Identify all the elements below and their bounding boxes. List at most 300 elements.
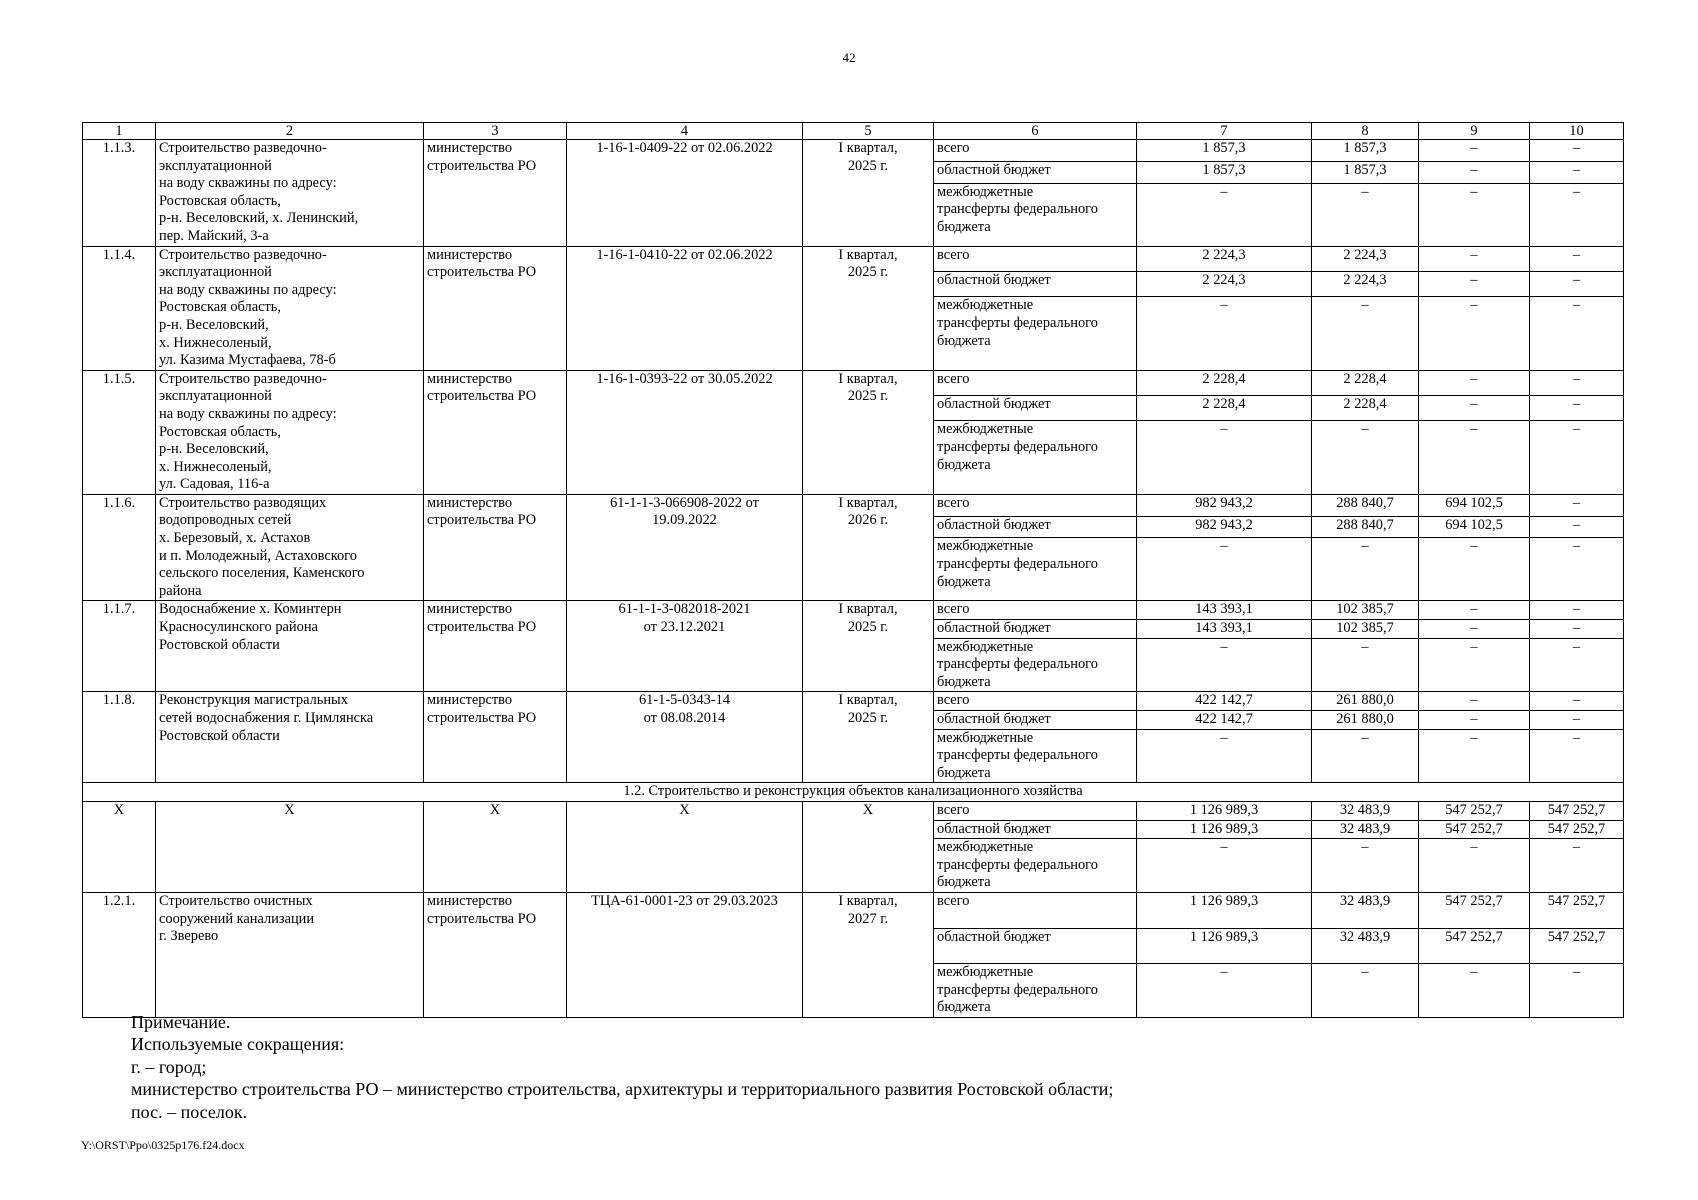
design-document — [567, 246, 803, 370]
cell-line: областной бюджет — [937, 820, 1051, 837]
cell-line: Красносулинского района — [159, 619, 318, 636]
amount-cell: – — [1312, 421, 1419, 494]
amount-cell: 32 483,9 — [1312, 820, 1419, 839]
cell-line: трансферты федерального — [937, 747, 1098, 764]
responsible-agency — [424, 370, 567, 494]
cell-line: Ростовская область, — [159, 423, 281, 440]
cell-line: Строительство очистных — [159, 892, 313, 909]
cell-line: всего — [937, 801, 970, 818]
section-title: 1.2. Строительство и реконструкция объектов канализационного хозяйства — [83, 783, 1624, 802]
cell-line: 2026 г. — [847, 512, 889, 529]
funding-source-label — [934, 601, 1137, 620]
cell-line: строительства РО — [427, 710, 537, 726]
cell-line: сооружений канализации — [159, 910, 315, 927]
amount-cell: – — [1137, 729, 1312, 783]
note-line: министерство строительства РО – министерство строительства, архитектуры и территориального развития Ростовской области; — [131, 1079, 1114, 1100]
cell-line: областной бюджет — [937, 620, 1051, 637]
column-number: 2 — [156, 123, 424, 140]
cell-line: и п. Молодежный, Астаховского — [159, 547, 357, 564]
amount-cell: 547 252,7 — [1419, 928, 1530, 963]
cell-line: строительства РО — [427, 619, 537, 636]
amount-cell: – — [1419, 140, 1530, 162]
amount-cell: 2 228,4 — [1312, 396, 1419, 421]
amount-cell: 2 224,3 — [1312, 246, 1419, 271]
cell-line: эксплуатационной — [159, 264, 272, 281]
cell-line: министерство — [427, 692, 513, 709]
funding-source-label — [934, 963, 1137, 1017]
table-row — [83, 140, 1624, 162]
column-number: 9 — [1419, 123, 1530, 140]
cell-line: трансферты федерального — [937, 314, 1098, 331]
design-document — [567, 892, 803, 1017]
commissioning-term — [803, 692, 934, 783]
amount-cell: 2 224,3 — [1137, 271, 1312, 296]
object-name — [156, 140, 424, 247]
cell-line: на воду скважины по адресу: — [159, 405, 337, 422]
cell-line: всего — [937, 140, 970, 156]
cell-line: строительства РО — [427, 512, 537, 529]
amount-cell: – — [1137, 963, 1312, 1017]
cell-line: строительства РО — [427, 157, 537, 174]
cell-line: строительства РО — [427, 264, 537, 281]
cell-line: р-н. Веселовский, х. Ленинский, — [159, 210, 359, 227]
cell-line: водопроводных сетей — [159, 512, 292, 529]
amount-cell: 2 228,4 — [1312, 370, 1419, 395]
funding-source-label — [934, 620, 1137, 639]
cell-line: 2025 г. — [847, 388, 889, 405]
amount-cell: – — [1137, 839, 1312, 893]
amount-cell: 261 880,0 — [1312, 711, 1419, 730]
item-number — [83, 140, 156, 247]
cell-line: трансферты федерального — [937, 856, 1098, 873]
cell-line: областной бюджет — [937, 711, 1051, 727]
notes-subtitle: Используемые сокращения: — [131, 1034, 345, 1055]
amount-cell: 547 252,7 — [1530, 820, 1624, 839]
commissioning-term — [803, 140, 934, 247]
amount-cell: – — [1419, 692, 1530, 711]
table-header-row — [83, 123, 1624, 140]
amount-cell: – — [1312, 538, 1419, 601]
cell-line: министерство — [427, 494, 513, 511]
amount-cell: – — [1137, 538, 1312, 601]
cell-line: 2025 г. — [847, 157, 889, 174]
table-row — [83, 692, 1624, 711]
funding-source-label — [934, 711, 1137, 730]
column-number: 6 — [934, 123, 1137, 140]
cell-line: I квартал, — [838, 692, 898, 709]
cell-line: ТЦА-61-0001-23 от 29.03.2023 — [591, 892, 778, 909]
amount-cell: – — [1419, 638, 1530, 692]
amount-cell: – — [1530, 246, 1624, 271]
funding-source-label — [934, 638, 1137, 692]
cell-line: областной бюджет — [937, 928, 1051, 945]
cell-line: I квартал, — [838, 140, 898, 156]
design-document — [567, 601, 803, 692]
page-number: 42 — [842, 50, 856, 65]
amount-cell: – — [1312, 297, 1419, 370]
design-document — [567, 140, 803, 247]
amount-cell: – — [1530, 516, 1624, 538]
cell-line: 2025 г. — [847, 264, 889, 281]
amount-cell: – — [1530, 183, 1624, 246]
responsible-agency — [424, 140, 567, 247]
amount-cell: 102 385,7 — [1312, 620, 1419, 639]
funding-source-label — [934, 729, 1137, 783]
amount-cell: 1 126 989,3 — [1137, 801, 1312, 820]
amount-cell: 288 840,7 — [1312, 494, 1419, 516]
table-row — [83, 494, 1624, 516]
amount-cell: – — [1530, 396, 1624, 421]
cell-line: пер. Майский, 3-а — [159, 227, 269, 244]
cell-line: х. Березовый, х. Астахов — [159, 530, 311, 547]
cell-line: Водоснабжение х. Коминтерн — [159, 601, 342, 618]
placeholder-cell: Х — [803, 801, 934, 892]
cell-line: бюджета — [937, 218, 991, 235]
amount-cell: 32 483,9 — [1312, 892, 1419, 928]
cell-line: 1-16-1-0409-22 от 02.06.2022 — [596, 140, 773, 156]
cell-line: министерство — [427, 246, 513, 263]
cell-line: министерство — [427, 140, 513, 156]
cell-line: I квартал, — [838, 370, 898, 387]
amount-cell: – — [1530, 729, 1624, 783]
cell-line: бюджета — [937, 573, 991, 590]
amount-cell: 2 228,4 — [1137, 396, 1312, 421]
cell-line: межбюджетные — [937, 963, 1034, 980]
cell-line: всего — [937, 892, 970, 909]
cell-line: Реконструкция магистральных — [159, 692, 348, 709]
cell-line: 1.1.8. — [102, 692, 136, 709]
amount-cell: – — [1530, 638, 1624, 692]
cell-line: строительства РО — [427, 910, 537, 927]
column-number: 8 — [1312, 123, 1419, 140]
amount-cell: – — [1419, 421, 1530, 494]
cell-line: бюджета — [937, 456, 991, 473]
amount-cell: 547 252,7 — [1419, 892, 1530, 928]
commissioning-term — [803, 370, 934, 494]
amount-cell: – — [1530, 839, 1624, 893]
amount-cell: – — [1419, 183, 1530, 246]
cell-line: бюджета — [937, 332, 991, 349]
cell-line: эксплуатационной — [159, 157, 272, 174]
design-document — [567, 692, 803, 783]
funding-source-label — [934, 161, 1137, 183]
amount-cell: 1 857,3 — [1137, 140, 1312, 162]
placeholder-cell: Х — [83, 801, 156, 892]
amount-cell: 288 840,7 — [1312, 516, 1419, 538]
funding-source-label — [934, 246, 1137, 271]
responsible-agency — [424, 892, 567, 1017]
commissioning-term — [803, 892, 934, 1017]
responsible-agency — [424, 494, 567, 601]
amount-cell: 1 126 989,3 — [1137, 820, 1312, 839]
item-number — [83, 601, 156, 692]
cell-line: 61-1-1-3-066908-2022 от — [610, 494, 759, 511]
amount-cell: 1 857,3 — [1312, 161, 1419, 183]
file-path: Y:\ORST\Ppo\0325p176.f24.docx — [81, 1138, 245, 1152]
amount-cell: – — [1137, 297, 1312, 370]
placeholder-cell: Х — [156, 801, 424, 892]
cell-line: всего — [937, 246, 970, 263]
cell-line: трансферты федерального — [937, 981, 1098, 998]
table-row — [83, 246, 1624, 271]
cell-line: эксплуатационной — [159, 388, 272, 405]
cell-line: г. Зверево — [159, 928, 219, 945]
amount-cell: 547 252,7 — [1530, 801, 1624, 820]
cell-line: трансферты федерального — [937, 201, 1098, 218]
amount-cell: 694 102,5 — [1419, 516, 1530, 538]
amount-cell: 2 228,4 — [1137, 370, 1312, 395]
cell-line: межбюджетные — [937, 183, 1034, 200]
cell-line: 61-1-1-3-082018-2021 — [618, 601, 751, 618]
cell-line: I квартал, — [838, 601, 898, 618]
cell-line: Строительство разведочно- — [159, 246, 327, 263]
amount-cell: – — [1530, 711, 1624, 730]
cell-line: I квартал, — [838, 494, 898, 511]
amount-cell: 32 483,9 — [1312, 928, 1419, 963]
amount-cell: – — [1312, 839, 1419, 893]
amount-cell: – — [1419, 370, 1530, 395]
note-line: пос. – поселок. — [131, 1101, 248, 1122]
amount-cell: – — [1530, 421, 1624, 494]
amount-cell: – — [1312, 963, 1419, 1017]
funding-source-label — [934, 370, 1137, 395]
amount-cell: 1 857,3 — [1137, 161, 1312, 183]
cell-line: всего — [937, 692, 970, 709]
cell-line: межбюджетные — [937, 729, 1034, 746]
cell-line: от 08.08.2014 — [643, 710, 726, 726]
table-row — [83, 601, 1624, 620]
funding-source-label — [934, 820, 1137, 839]
commissioning-term — [803, 601, 934, 692]
amount-cell: 1 126 989,3 — [1137, 892, 1312, 928]
amount-cell: 32 483,9 — [1312, 801, 1419, 820]
responsible-agency — [424, 246, 567, 370]
cell-line: министерство — [427, 601, 513, 618]
cell-line: бюджета — [937, 673, 991, 690]
amount-cell: – — [1419, 729, 1530, 783]
amount-cell: – — [1530, 538, 1624, 601]
funding-source-label — [934, 892, 1137, 928]
cell-line: строительства РО — [427, 388, 537, 405]
funding-source-label — [934, 839, 1137, 893]
responsible-agency — [424, 692, 567, 783]
notes — [131, 1011, 1113, 1123]
item-number — [83, 246, 156, 370]
funding-source-label — [934, 538, 1137, 601]
commissioning-term — [803, 494, 934, 601]
amount-cell: – — [1419, 246, 1530, 271]
column-number: 4 — [567, 123, 803, 140]
amount-cell: – — [1419, 396, 1530, 421]
cell-line: 1.1.3. — [102, 140, 136, 156]
cell-line: всего — [937, 494, 970, 511]
item-number — [83, 692, 156, 783]
funding-source-label — [934, 516, 1137, 538]
amount-cell: 547 252,7 — [1530, 892, 1624, 928]
item-number — [83, 370, 156, 494]
note-line: г. – город; — [131, 1056, 207, 1077]
cell-line: Ростовская область, — [159, 192, 281, 209]
amount-cell: – — [1137, 638, 1312, 692]
cell-line: трансферты федерального — [937, 656, 1098, 673]
amount-cell: 102 385,7 — [1312, 601, 1419, 620]
funding-source-label — [934, 140, 1137, 162]
object-name — [156, 892, 424, 1017]
cell-line: Строительство разводящих — [159, 494, 327, 511]
cell-line: Строительство разведочно- — [159, 140, 327, 156]
cell-line: х. Нижнесоленый, — [159, 458, 272, 475]
cell-line: Ростовской области — [159, 727, 280, 744]
funding-source-label — [934, 297, 1137, 370]
funding-source-label — [934, 183, 1137, 246]
amount-cell: – — [1530, 601, 1624, 620]
table-row — [83, 370, 1624, 395]
cell-line: 1.1.7. — [102, 601, 136, 618]
amount-cell: – — [1530, 692, 1624, 711]
cell-line: Строительство разведочно- — [159, 370, 327, 387]
amount-cell: – — [1419, 271, 1530, 296]
cell-line: на воду скважины по адресу: — [159, 175, 337, 192]
cell-line: областной бюджет — [937, 271, 1051, 288]
object-name — [156, 494, 424, 601]
amount-cell: – — [1312, 729, 1419, 783]
cell-line: сетей водоснабжения г. Цимлянска — [159, 710, 374, 726]
cell-line: 61-1-5-0343-14 — [638, 692, 731, 709]
amount-cell: 422 142,7 — [1137, 692, 1312, 711]
amount-cell: – — [1419, 963, 1530, 1017]
amount-cell: 261 880,0 — [1312, 692, 1419, 711]
funding-source-label — [934, 692, 1137, 711]
table-row — [83, 801, 1624, 820]
cell-line: 19.09.2022 — [652, 512, 717, 529]
amount-cell: 422 142,7 — [1137, 711, 1312, 730]
cell-line: 1.1.5. — [102, 370, 136, 387]
amount-cell: – — [1530, 494, 1624, 516]
amount-cell: – — [1530, 620, 1624, 639]
amount-cell: 982 943,2 — [1137, 494, 1312, 516]
cell-line: 1-16-1-0393-22 от 30.05.2022 — [596, 370, 773, 387]
cell-line: района — [159, 582, 202, 599]
amount-cell: 2 224,3 — [1137, 246, 1312, 271]
column-number: 7 — [1137, 123, 1312, 140]
object-name — [156, 692, 424, 783]
amount-cell: 982 943,2 — [1137, 516, 1312, 538]
amount-cell: – — [1419, 161, 1530, 183]
amount-cell: 143 393,1 — [1137, 601, 1312, 620]
object-name — [156, 370, 424, 494]
cell-line: всего — [937, 370, 970, 387]
amount-cell: – — [1419, 297, 1530, 370]
amount-cell: 547 252,7 — [1530, 928, 1624, 963]
cell-line: министерство — [427, 370, 513, 387]
funding-source-label — [934, 396, 1137, 421]
cell-line: х. Нижнесоленый, — [159, 334, 272, 351]
cell-line: 1.1.4. — [102, 246, 136, 263]
cell-line: межбюджетные — [937, 297, 1034, 314]
object-name — [156, 246, 424, 370]
cell-line: ул. Садовая, 116-а — [159, 476, 270, 493]
cell-line: Ростовской области — [159, 636, 280, 653]
cell-line: областной бюджет — [937, 516, 1051, 533]
column-number: 3 — [424, 123, 567, 140]
cell-line: I квартал, — [838, 246, 898, 263]
cell-line: межбюджетные — [937, 421, 1034, 438]
responsible-agency — [424, 601, 567, 692]
cell-line: 1.1.6. — [102, 494, 136, 511]
amount-cell: 1 126 989,3 — [1137, 928, 1312, 963]
amount-cell: – — [1419, 620, 1530, 639]
amount-cell: – — [1419, 601, 1530, 620]
amount-cell: 547 252,7 — [1419, 820, 1530, 839]
amount-cell: – — [1530, 161, 1624, 183]
cell-line: областной бюджет — [937, 396, 1051, 413]
item-number — [83, 892, 156, 1017]
cell-line: трансферты федерального — [937, 556, 1098, 572]
cell-line: межбюджетные — [937, 638, 1034, 655]
cell-line: Ростовская область, — [159, 299, 281, 316]
cell-line: межбюджетные — [937, 839, 1034, 856]
cell-line: министерство — [427, 892, 513, 909]
amount-cell: – — [1530, 140, 1624, 162]
cell-line: 1.2.1. — [102, 892, 136, 909]
amount-cell: 694 102,5 — [1419, 494, 1530, 516]
amount-cell: 1 857,3 — [1312, 140, 1419, 162]
column-number: 10 — [1530, 123, 1624, 140]
cell-line: бюджета — [937, 874, 991, 891]
cell-line: бюджета — [937, 999, 991, 1016]
cell-line: 2025 г. — [847, 619, 889, 636]
cell-line: трансферты федерального — [937, 439, 1098, 456]
amount-cell: – — [1137, 421, 1312, 494]
amount-cell: 2 224,3 — [1312, 271, 1419, 296]
financing-table — [82, 122, 1624, 1018]
design-document — [567, 370, 803, 494]
amount-cell: – — [1530, 297, 1624, 370]
cell-line: сельского поселения, Каменского — [159, 565, 365, 582]
funding-source-label — [934, 801, 1137, 820]
amount-cell: 143 393,1 — [1137, 620, 1312, 639]
placeholder-cell: Х — [424, 801, 567, 892]
amount-cell: – — [1419, 538, 1530, 601]
amount-cell: – — [1530, 271, 1624, 296]
funding-source-label — [934, 421, 1137, 494]
item-number — [83, 494, 156, 601]
cell-line: I квартал, — [838, 892, 898, 909]
amount-cell: – — [1530, 963, 1624, 1017]
cell-line: ул. Казима Мустафаева, 78-б — [159, 352, 336, 369]
placeholder-cell: Х — [567, 801, 803, 892]
funding-source-label — [934, 928, 1137, 963]
cell-line: от 23.12.2021 — [643, 619, 726, 636]
commissioning-term — [803, 246, 934, 370]
cell-line: р-н. Веселовский, — [159, 441, 269, 458]
column-number: 1 — [83, 123, 156, 140]
amount-cell: – — [1312, 183, 1419, 246]
cell-line: межбюджетные — [937, 538, 1034, 555]
cell-line: 2027 г. — [847, 910, 889, 927]
amount-cell: – — [1419, 711, 1530, 730]
amount-cell: – — [1137, 183, 1312, 246]
cell-line: всего — [937, 601, 970, 618]
object-name — [156, 601, 424, 692]
cell-line: 1-16-1-0410-22 от 02.06.2022 — [596, 246, 773, 263]
amount-cell: – — [1530, 370, 1624, 395]
cell-line: бюджета — [937, 764, 991, 781]
funding-source-label — [934, 494, 1137, 516]
funding-source-label — [934, 271, 1137, 296]
table-row — [83, 892, 1624, 928]
cell-line: р-н. Веселовский, — [159, 316, 269, 333]
